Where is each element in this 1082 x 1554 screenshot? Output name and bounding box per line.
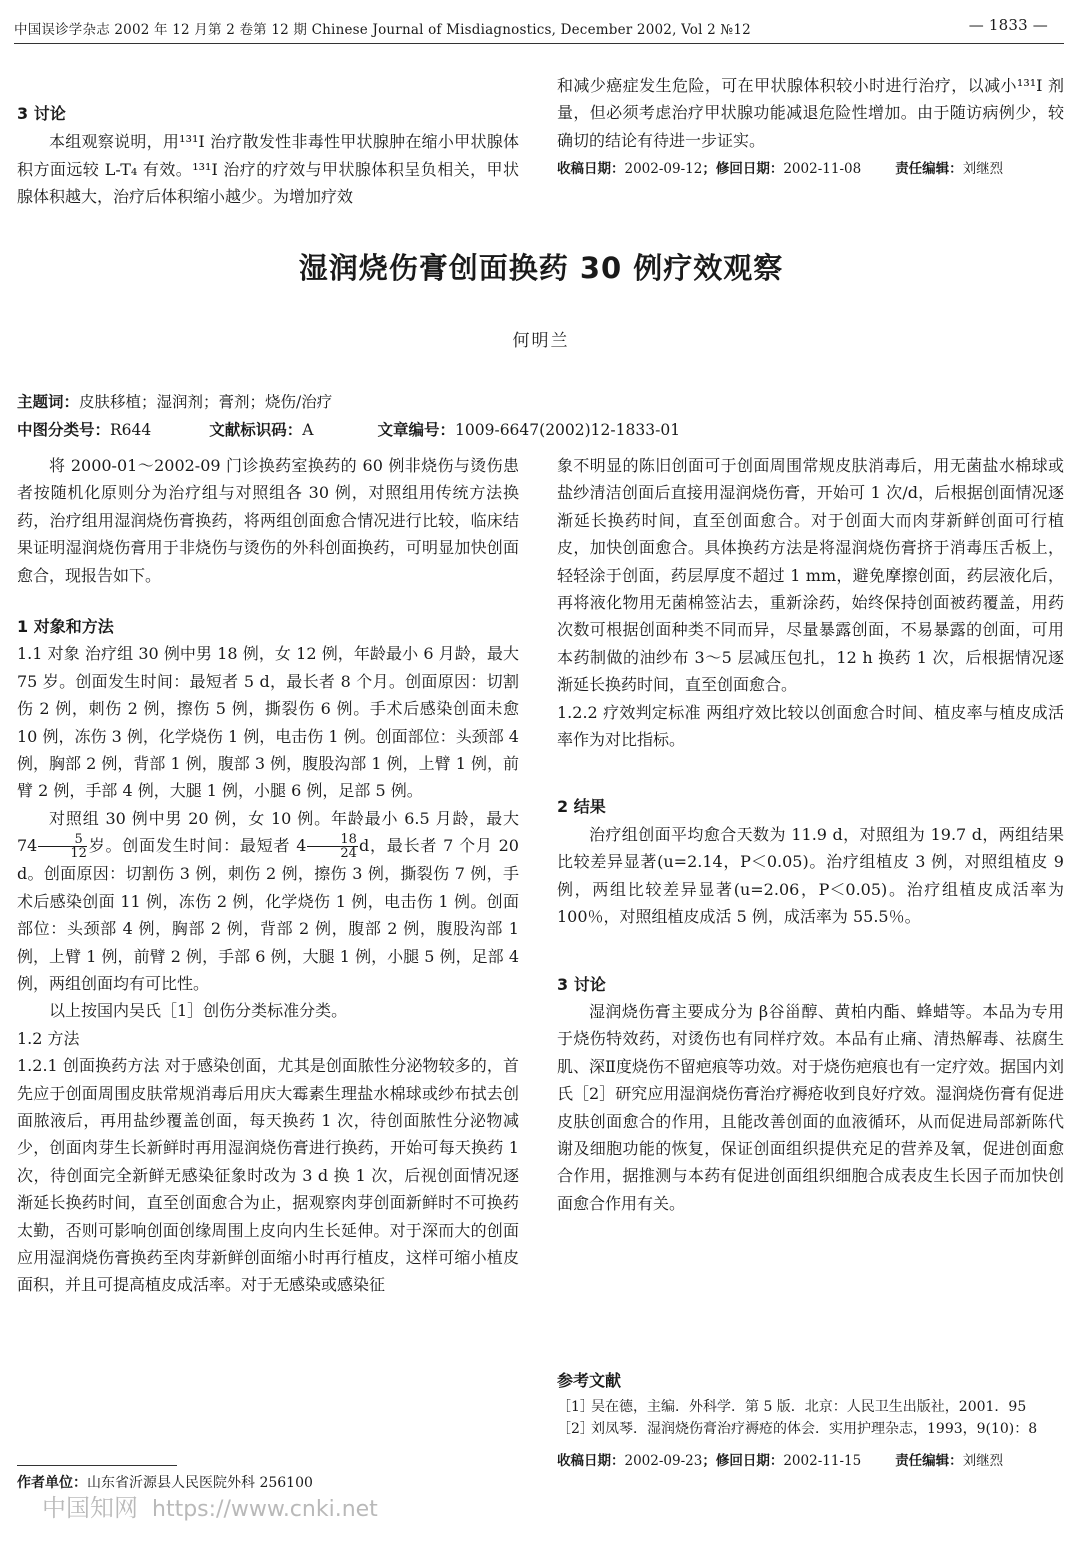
prev-paragraph-right: 和减少癌症发生危险，可在甲状腺体积较小时进行治疗，以减小¹³¹I 剂量，但必须考虑治疗甲状腺功能减退危险性增加。由于随访病例少，较确切的结论有待进一步证实。 [557, 76, 1064, 150]
editor-label: 责任编辑： [895, 1453, 963, 1469]
results-paragraph: 治疗组创面平均愈合天数为 11.9 d，对照组为 19.7 d，两组结果比较差异显著(u=2.14，P＜0.05)。治疗组植皮 3 例，对照组植皮 9 例，两组比较差异显著(u=2.06，P＜0.05)。治疗组植皮成活率为 100％，对照组植皮成活 5 例，成活率为 55.5％。 [557, 824, 1064, 927]
doc-code-label: 文献标识码： [209, 421, 303, 439]
section-1-1-paragraph: 1.1 对象 治疗组 30 例中男 18 例，女 12 例，年龄最小 6 月龄，最大 75 岁。创面发生时间：最短者 5 d，最长者 8 个月。创面原因：切割伤 2 例，刺伤 2 例，擦伤 5 例，撕裂伤 6 例。手术后感染创面未愈 10 例，冻伤 3 例，化学烧伤 1 例，电击伤 1 例。创面部位：头颈部 4 例，胸部 2 例，背部 1 例，腹部 3 例，腹股沟部 1 例，上臂 1 例，前臂 2 例，手部 4 例，大腿 1 例，小腿 6 例，足部 5 例。 [17, 644, 519, 801]
article-no-label: 文章编号： [377, 421, 456, 439]
section-3-heading: 3 讨论 [557, 974, 606, 994]
doc-code: A [302, 421, 314, 439]
classification-note: 以上按国内吴氏［1］创伤分类标准分类。 [49, 1001, 348, 1021]
main-right-column [557, 452, 1064, 1217]
header-divider [14, 43, 1064, 44]
main-left-column [17, 452, 519, 1299]
footnote-divider [17, 1465, 177, 1466]
revised-label: ；修回日期： [702, 1453, 784, 1469]
reference-item [557, 1418, 1067, 1440]
control-text-a: 对照组 30 例中男 20 例，女 10 例。年龄最小 6.5 月龄，最大 74 [17, 808, 519, 856]
article-dates [557, 1450, 1067, 1472]
page-number: — 1833 — [968, 16, 1048, 34]
reference-text: 刘凤琴．湿润烧伤膏治疗褥疮的体会．实用护理杂志，1993，9(10)：8 [591, 1421, 1038, 1437]
received-label: 收稿日期： [557, 161, 625, 178]
prev-section-heading: 3 讨论 [17, 104, 66, 123]
received-date: 2002-09-12 [624, 161, 703, 178]
section-2-heading: 2 结果 [557, 797, 606, 817]
intro-paragraph: 将 2000-01～2002-09 门诊换药室换药的 60 例非烧伤与烫伤患者按随机化原则分为治疗组与对照组各 30 例，对照组用传统方法换药，治疗组用湿润烧伤膏换药，将两组创面愈合情况进行比较，临床结果证明湿润烧伤膏用于非烧伤与烫伤的外科创面换药，可明显加快创面愈合，现报告如下。 [17, 456, 519, 585]
received-date: 2002-09-23 [624, 1453, 703, 1469]
references-heading: 参考文献 [557, 1371, 622, 1390]
keywords: 皮肤移植；湿润剂；膏剂；烧伤/治疗 [79, 393, 333, 411]
revised-date: 2002-11-08 [783, 161, 862, 178]
journal-citation-line: 中国误诊学杂志 2002 年 12 月第 2 卷第 12 期 Chinese Journal of Misdiagnostics, December 2002, Vol 2 №12 [14, 22, 751, 38]
age-fraction-denominator: 12 [70, 846, 87, 862]
discussion-paragraph: 湿润烧伤膏主要成分为 β谷甾醇、黄柏内酯、蜂蜡等。本品为专用于烧伤特效药，对烫伤也有同样疗效。本品有止痛、清热解毒、祛腐生肌、深Ⅱ度烧伤不留疤痕等功效。对于烧伤疤痕也有一定疗效。据国内刘氏［2］研究应用湿润烧伤膏治疗褥疮收到良好疗效。湿润烧伤膏有促进皮肤创面愈合的作用，且能改善创面的血液循环，从而促进局部新陈代谢及细胞功能的恢复，保证创面组织提供充足的营养及氧，促进创面愈合作用，据推测与本药有促进创面组织细胞合成表皮生长因子而加快创面愈合作用有关。 [557, 1001, 1064, 1213]
prev-paragraph-left: 本组观察说明，用¹³¹I 治疗散发性非毒性甲状腺肿在缩小甲状腺体积方面远较 L-T₄ 有效。¹³¹I 治疗的疗效与甲状腺体积呈负相关，甲状腺体积越大，治疗后体积缩小越少。为增加疗效 [17, 132, 519, 207]
section-1-2-1-paragraph: 1.2.1 创面换药方法 对于感染创面，尤其是创面脓性分泌物较多的，首先应于创面周围皮肤常规消毒后用庆大霉素生理盐水棉球或纱布拭去创面脓液后，再用盐纱覆盖创面，每天换药 1 次，待创面脓性分泌物减少，创面肉芽生长新鲜时再用湿润烧伤膏进行换药，开始可每天换药 1 次，待创面完全新鲜无感染征象时改为 3 d 换 1 次，后视创面情况逐渐延长换药时间，直至创面愈合为止，据观察肉芽创面新鲜时不可换药太勤，否则可影响创面创缘周围上皮向内生长延伸。对于深而大的创面应用湿润烧伤膏换药至肉芽新鲜创面缩小时再行植皮，这样可缩小植皮面积，并且可提高植皮成活率。对于无感染或感染征 [17, 1056, 519, 1295]
affiliation-text: 山东省沂源县人民医院外科 256100 [87, 1475, 313, 1491]
keywords-line [17, 390, 332, 412]
editor-label: 责任编辑： [895, 161, 963, 178]
reference-text: 吴在德，主编．外科学．第 5 版．北京：人民卫生出版社，2001．95 [591, 1399, 1027, 1415]
reference-number: ［2］ [557, 1421, 594, 1437]
prev-article-right-column [557, 72, 1064, 184]
article-number: 1009-6647(2002)12-1833-01 [455, 421, 681, 439]
affiliation-label: 作者单位： [17, 1475, 87, 1491]
editor-name: 刘继烈 [962, 1453, 1004, 1469]
keywords-label: 主题词： [17, 393, 80, 411]
editor-name: 刘继烈 [962, 161, 1004, 178]
duration-fraction [307, 833, 358, 860]
control-group-paragraph [17, 805, 519, 997]
control-text-c: d，最长者 7 个月 20 d。创面原因：切割伤 3 例，刺伤 2 例，擦伤 3 例，撕裂伤 7 例，手术后感染创面 11 例，冻伤 2 例，化学烧伤 1 例，电击伤 1 例。创面部位：头颈部 4 例，胸部 2 例，背部 2 例，腹部 2 例，腹股沟部 1 例，上臂 1 例，前臂 2 例，手部 6 例，大腿 1 例，小腿 5 例，足部 4 例，两组创面均有可比性。 [17, 836, 519, 993]
running-header [14, 14, 1064, 38]
clc-code: R644 [110, 421, 152, 439]
reference-item [557, 1396, 1067, 1418]
reference-number: ［1］ [557, 1399, 594, 1415]
section-1-heading: 1 对象和方法 [17, 617, 114, 637]
section-1-2-2-paragraph: 1.2.2 疗效判定标准 两组疗效比较以创面愈合时间、植皮率与植皮成活率作为对比指标。 [557, 702, 1064, 750]
clc-label: 中图分类号： [17, 421, 111, 439]
control-text-b: 岁。创面发生时间：最短者 4 [87, 836, 307, 856]
age-fraction-numerator: 5 [38, 833, 87, 847]
revised-label: ；修回日期： [702, 161, 784, 178]
duration-fraction-denominator: 24 [340, 846, 357, 862]
watermark-url: https://www.cnki.net [152, 1497, 378, 1522]
age-fraction [38, 833, 87, 860]
references [557, 1370, 1067, 1472]
received-label: 收稿日期： [557, 1453, 625, 1469]
watermark-brand: 中国知网 [42, 1494, 138, 1522]
classification-line [17, 418, 680, 440]
method-continuation-paragraph: 象不明显的陈旧创面可于创面周围常规皮肤消毒后，用无菌盐水棉球或盐纱清洁创面后直接用湿润烧伤膏，开始可 1 次/d，后根据创面情况逐渐延长换药时间，直至创面愈合。对于创面大而肉芽新鲜创面可行植皮，加快创面愈合。具体换药方法是将湿润烧伤膏挤于消毒压舌板上，轻轻涂于创面，药层厚度不超过 1 mm，避免摩擦创面，药层液化后，再将液化物用无菌棉签沾去，重新涂药，始终保持创面被药覆盖，用药次数可根据创面种类不同而异，尽量暴露创面，不易暴露的创面，可用本药制做的油纱布 3～5 层减压包扎，12 h 换药 1 次，后根据情况逐渐延长换药时间，直至创面愈合。 [557, 456, 1064, 695]
prev-article-left-column [17, 100, 519, 211]
prev-article-dates [557, 156, 1064, 183]
revised-date: 2002-11-15 [783, 1453, 862, 1469]
cnki-watermark [42, 1488, 378, 1523]
duration-fraction-numerator: 18 [307, 833, 358, 847]
article-title: 湿润烧伤膏创面换药 30 例疗效观察 [298, 251, 784, 285]
article-author: 何明兰 [512, 331, 570, 351]
section-1-2-heading: 1.2 方法 [17, 1028, 80, 1048]
